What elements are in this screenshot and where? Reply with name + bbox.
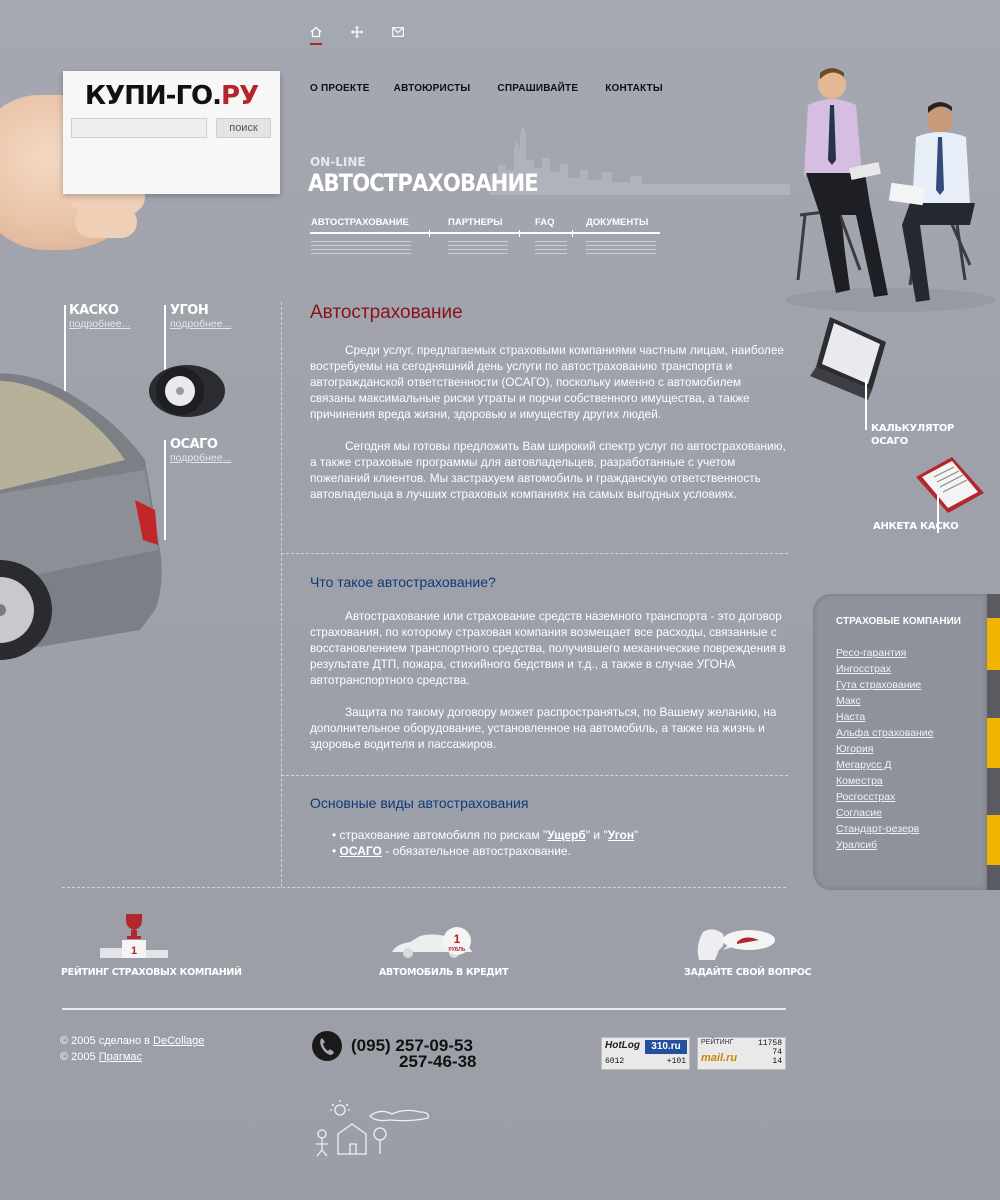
subnav-divider — [519, 230, 520, 237]
pragmas-link[interactable]: Прагмас — [98, 1051, 143, 1063]
credit-badge-unit: РУБЛЬ — [448, 947, 466, 953]
menu-kasko-title[interactable]: КАСКО — [69, 303, 119, 318]
credit-badge-number: 1 — [453, 932, 461, 946]
company-link[interactable]: Стандарт-резерв — [836, 823, 920, 835]
company-link[interactable]: Ресо-гарантия — [836, 647, 907, 659]
types-heading: Основные виды автострахования — [310, 795, 529, 811]
types-section — [310, 795, 788, 859]
subnav-divider — [572, 230, 573, 237]
company-link[interactable]: Мегарусс Д — [836, 759, 892, 771]
home-underline — [310, 43, 322, 45]
hero-kicker: ON-LINE — [310, 155, 366, 169]
calculator-link[interactable]: КАЛЬКУЛЯТОР ОСАГО — [871, 423, 955, 447]
menu-kasko-more[interactable]: подробнее... — [69, 318, 131, 330]
questionnaire-icon — [912, 455, 986, 515]
nav-about[interactable]: О ПРОЕКТЕ — [310, 83, 370, 94]
phone-number: (095) 257-09-53 — [351, 1036, 473, 1055]
theft-link[interactable]: Угон — [607, 828, 635, 842]
coverage-paragraph: Защита по такому договору может распространяться, по Вашему желанию, на дополнительное оборудование, установленное на автомобиль, а также на жизнь и здоровье водителя и пассажиров. — [310, 705, 777, 751]
car-credit-icon — [390, 926, 474, 960]
content-divider — [281, 302, 282, 887]
subnav-description — [586, 241, 656, 255]
subnav-faq[interactable]: FAQ — [535, 217, 555, 228]
subnav-partners[interactable]: ПАРТНЕРЫ — [448, 217, 503, 228]
company-link[interactable]: Югория — [836, 743, 874, 755]
what-is-section — [310, 574, 788, 752]
search-button[interactable]: поиск — [216, 118, 271, 138]
rating-badge-number: 1 — [130, 945, 138, 957]
subnav-documents[interactable]: ДОКУМЕНТЫ — [586, 217, 649, 228]
logo-card — [63, 71, 280, 194]
footer-top-divider — [62, 887, 786, 888]
car-credit-link[interactable]: АВТОМОБИЛЬ В КРЕДИТ — [379, 967, 509, 978]
company-link[interactable]: Макс — [836, 695, 861, 707]
subnav-description — [535, 241, 567, 255]
sitemap-icon[interactable] — [350, 26, 364, 40]
types-list — [310, 827, 788, 859]
footer-line — [62, 1008, 786, 1010]
site-logo[interactable]: КУПИ-ГО.РУ — [84, 81, 259, 111]
trophy-podium-icon — [100, 912, 168, 960]
decollage-link[interactable]: DeCollage — [153, 1035, 205, 1047]
what-is-heading: Что такое автострахование? — [310, 574, 496, 590]
laptop-image — [808, 312, 890, 402]
menu-ugon-title[interactable]: УГОН — [170, 303, 209, 318]
businessmen-photo — [770, 65, 1000, 315]
search-input[interactable] — [71, 118, 207, 138]
damage-link[interactable]: Ущерб — [547, 828, 586, 842]
page-title: Автострахование — [310, 302, 463, 323]
nav-contacts[interactable]: КОНТАКТЫ — [605, 83, 663, 94]
subnav-divider — [429, 230, 430, 237]
rating-link[interactable]: РЕЙТИНГ СТРАХОВЫХ КОМПАНИЙ — [61, 967, 242, 978]
menu-osago-more[interactable]: подробнее... — [170, 452, 232, 464]
subnav-insurance[interactable]: АВТОСТРАХОВАНИЕ — [311, 217, 409, 228]
home-icon[interactable] — [309, 26, 323, 40]
menu-kasko — [69, 303, 130, 330]
mail-icon[interactable] — [391, 26, 405, 40]
subnav-description — [448, 241, 508, 255]
nav-lawyers[interactable]: АВТОЮРИСТЫ — [393, 83, 471, 94]
company-link[interactable]: Гута страхование — [836, 679, 922, 691]
company-link[interactable]: Уралсиб — [836, 839, 878, 851]
offer-paragraph: Сегодня мы готовы предложить Вам широкий спектр услуг по автострахованию, а также страховые программы для автовладельцев, разработанные с учетом пожеланий клиентов. Мы застрахуем автомобиль и гражданскую ответственность автовладельца в лучших страховых компаниях на самых выгодных условиях. — [310, 439, 786, 501]
ask-question-icon — [693, 926, 779, 962]
intro-paragraph: Среди услуг, предлагаемых страховыми компаниями частным лицам, наиболее востребуемы на сегодняшний день услуги по автострахованию транспорта и автогражданской ответственности (ОСАГО), поскольку именно с автомобилем связаны максимальные риски утраты и порчи собственного имущества, а также причинения вреда жизни, здоровью и имуществу других людей. — [310, 343, 784, 421]
house-doodle — [310, 1098, 435, 1158]
copyright-line: © 2005 сделано в DeCollage — [60, 1035, 205, 1047]
company-link[interactable]: Коместра — [836, 775, 883, 787]
panel-stripe — [987, 594, 1000, 890]
companies-title: СТРАХОВЫЕ КОМПАНИИ — [836, 616, 961, 627]
hero-title: АВТОСТРАХОВАНИЕ — [308, 169, 538, 197]
copyright-line: © 2005 Прагмас — [60, 1051, 143, 1063]
car-image — [0, 360, 170, 680]
company-link[interactable]: Наста — [836, 711, 866, 723]
finger-shape — [75, 206, 137, 238]
menu-ugon-more[interactable]: подробнее... — [170, 318, 232, 330]
subnav-description — [311, 241, 411, 255]
section-divider — [281, 775, 788, 776]
main-section — [310, 302, 788, 502]
company-link[interactable]: Росгосстрах — [836, 791, 896, 803]
nav-ask[interactable]: СПРАШИВАЙТЕ — [497, 83, 579, 94]
list-item: • ОСАГО - обязательное автострахование. — [332, 844, 571, 858]
subnav-line — [310, 232, 660, 234]
phone-number: 257-46-38 — [399, 1052, 477, 1071]
phone-icon — [311, 1030, 343, 1062]
company-link[interactable]: Согласие — [836, 807, 882, 819]
company-link[interactable]: Ингосстрах — [836, 663, 892, 675]
menu-osago — [170, 437, 231, 464]
company-link[interactable]: Альфа страхование — [836, 727, 934, 739]
section-divider — [281, 553, 788, 554]
list-item: • страхование автомобиля по рискам "Ущерб" и "Угон" — [332, 828, 639, 842]
kasko-form-link[interactable]: АНКЕТА КАСКО — [873, 521, 959, 532]
menu-ugon — [170, 303, 231, 330]
menu-osago-title[interactable]: ОСАГО — [170, 437, 218, 452]
calc-connector — [865, 378, 867, 430]
osago-link[interactable]: ОСАГО — [339, 844, 382, 858]
top-nav — [310, 83, 663, 94]
ask-question-link[interactable]: ЗАДАЙТЕ СВОЙ ВОПРОС — [684, 967, 812, 978]
hotlog-counter[interactable]: HotLog 310.ru 6012 +101 — [601, 1037, 690, 1070]
definition-paragraph: Автострахование или страхование средств наземного транспорта - это договор страхования, по которому страховая компания возмещает все расходы, связанные с восстановлением транспортного средства, получившего механические повреждения в результате ДТП, пожара, стихийного бедствия и т.д., а также в случае УГОНА автотранспортного средства. — [310, 609, 786, 687]
mailru-counter[interactable]: РЕЙТИНГ 11758 74 14 mail.ru — [697, 1037, 786, 1070]
